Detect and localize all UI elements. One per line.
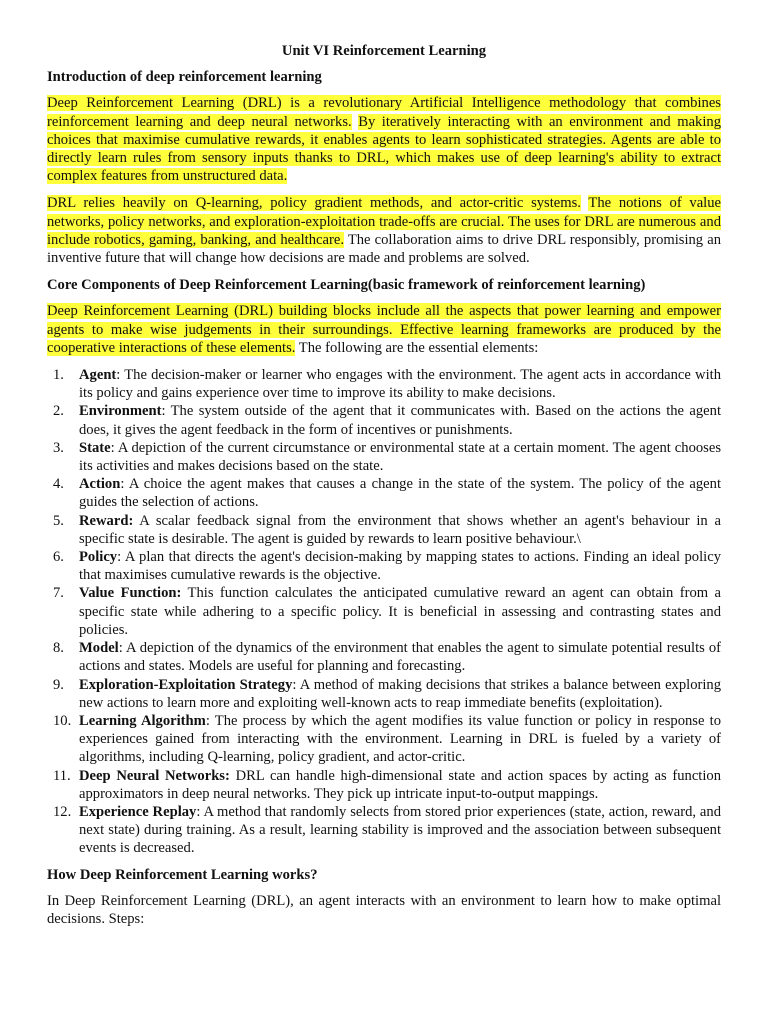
list-item-term: Agent [79,367,117,384]
list-item-term: Model [79,640,119,657]
list-item-number: 2. [53,403,64,420]
list-item-number: 1. [53,367,64,384]
list-item-number: 11. [53,767,71,784]
list-item [47,584,721,639]
paragraph-text: The following are the essential elements: [298,339,539,356]
list-item-text: : The decision-maker or learner who engages with the environment. The agent acts in accordance with its policy and gains experience over time to improve its ability to make decisions. [79,367,721,402]
intro-paragraph-1 [47,94,721,185]
list-item [47,803,721,858]
core-components-paragraph [47,302,721,357]
list-item-term: Exploration-Exploitation Strategy [79,676,293,693]
list-item [47,402,721,438]
list-item [47,439,721,475]
list-item [47,366,721,402]
section-heading-how-it-works: How Deep Reinforcement Learning works? [47,866,318,883]
highlighted-text: DRL relies heavily on Q-learning, policy gradient methods, and actor-critic systems. [47,195,581,212]
list-item-number: 8. [53,640,64,657]
components-list [47,366,721,857]
list-item-term: Deep Neural Networks: [79,767,230,784]
list-item-term: Policy [79,549,118,566]
list-item-number: 4. [53,476,64,493]
list-item-number: 7. [53,585,64,602]
list-item-term: Experience Replay [79,803,197,820]
list-item-text: A scalar feedback signal from the environment that shows whether an agent's behaviour in a specific state is desirable. The agent is guided by rewards to learn positive behaviour.\ [79,512,721,547]
page-title: Unit VI Reinforcement Learning [281,43,487,59]
highlighted-text: The notions of value networks, policy networks, and exploration-exploitation trade-offs are crucial. The uses for DRL are numerous and include robotics, gaming, banking, and healthcare. [47,195,722,248]
list-item-text: : A plan that directs the agent's decision-making by mapping states to actions. Finding an ideal policy that maximises cumulative rewards is the objective. [79,549,721,584]
list-item-number: 9. [53,676,64,693]
list-item-number: 6. [53,549,64,566]
highlighted-text: Deep Reinforcement Learning (DRL) building blocks include all the aspects that power learning and empower agents to make wise judgements in their surroundings. Effective learning frameworks are produced by the cooperative interactions of these elements. [47,303,721,356]
list-item-number: 10. [53,712,72,729]
list-item-number: 5. [53,512,64,529]
paragraph-text: The collaboration aims to drive DRL responsibly, promising an inventive future that will change how decisions are made and problems are solved. [47,231,721,267]
how-it-works-paragraph: In Deep Reinforcement Learning (DRL), an agent interacts with an environment to learn how to make optimal decisions. Steps: [47,892,721,927]
list-item [47,712,721,767]
list-item-text: This function calculates the anticipated cumulative reward an agent can obtain from a specific state while adhering to a specific policy. It is beneficial in assessing and contrasting states and policies. [79,585,721,638]
section-heading-core-components: Core Components of Deep Reinforcement Learning(basic framework of reinforcement learning) [47,277,646,294]
list-item-text: : A depiction of the dynamics of the environment that enables the agent to simulate potential results of actions and states. Models are useful for planning and forecasting. [79,640,721,675]
list-item-text: : The process by which the agent modifies its value function or policy in response to experiences gained from interacting with the environment. Learning in DRL is fueled by a variety of algorithms, including Q-learning, policy gradient, and actor-critic. [79,712,722,766]
list-item [47,639,721,675]
list-item-term: Learning Algorithm [79,712,206,729]
list-item [47,475,721,511]
list-item [47,676,721,712]
highlighted-text: Deep Reinforcement Learning (DRL) is a revolutionary Artificial Intelligence methodology that combines reinforcement learning and deep neural networks. [47,95,721,130]
highlighted-text: By iteratively interacting with an environment and making choices that maximise cumulative rewards, it enables agents to learn sophisticated strategies. Agents are able to directly learn rules from sensory inputs thanks to DRL, which makes use of deep learning's ability to extract complex features from unstructured data. [47,113,721,185]
list-item-text: : A depiction of the current circumstance or environmental state at a certain moment. The agent chooses its activities and makes decisions based on the state. [79,439,721,475]
list-item-text: DRL can handle high-dimensional state and action spaces by acting as function approximators in deep neural networks. They pick up intricate input-to-output mappings. [79,767,721,802]
list-item-text: : A method that randomly selects from stored prior experiences (state, action, reward, and next state) during training. As a result, learning stability is improved and the association between subsequent events is decreased. [79,803,721,857]
list-item-term: Action [79,476,121,493]
list-item-term: Value Function: [79,585,182,602]
list-item [47,512,721,548]
list-item-number: 3. [53,439,64,456]
list-item [47,548,721,584]
list-item-text: : A choice the agent makes that causes a change in the state of the system. The policy of the agent guides the selection of actions. [79,476,721,511]
list-item-number: 12. [53,803,72,820]
list-item [47,767,721,803]
list-item-text: : The system outside of the agent that it communicates with. Based on the actions the agent does, it gives the agent feedback in the form of incentives or punishments. [79,403,721,438]
list-item-term: Environment [79,403,162,420]
intro-paragraph-2 [47,194,721,267]
list-item-term: Reward: [79,512,134,529]
list-item-text: : A method of making decisions that strikes a balance between exploring new actions to learn more and exploiting well-known acts to reap immediate benefits (exploitation). [79,676,721,711]
list-item-term: State [79,439,111,456]
section-heading-introduction: Introduction of deep reinforcement learning [47,69,322,86]
